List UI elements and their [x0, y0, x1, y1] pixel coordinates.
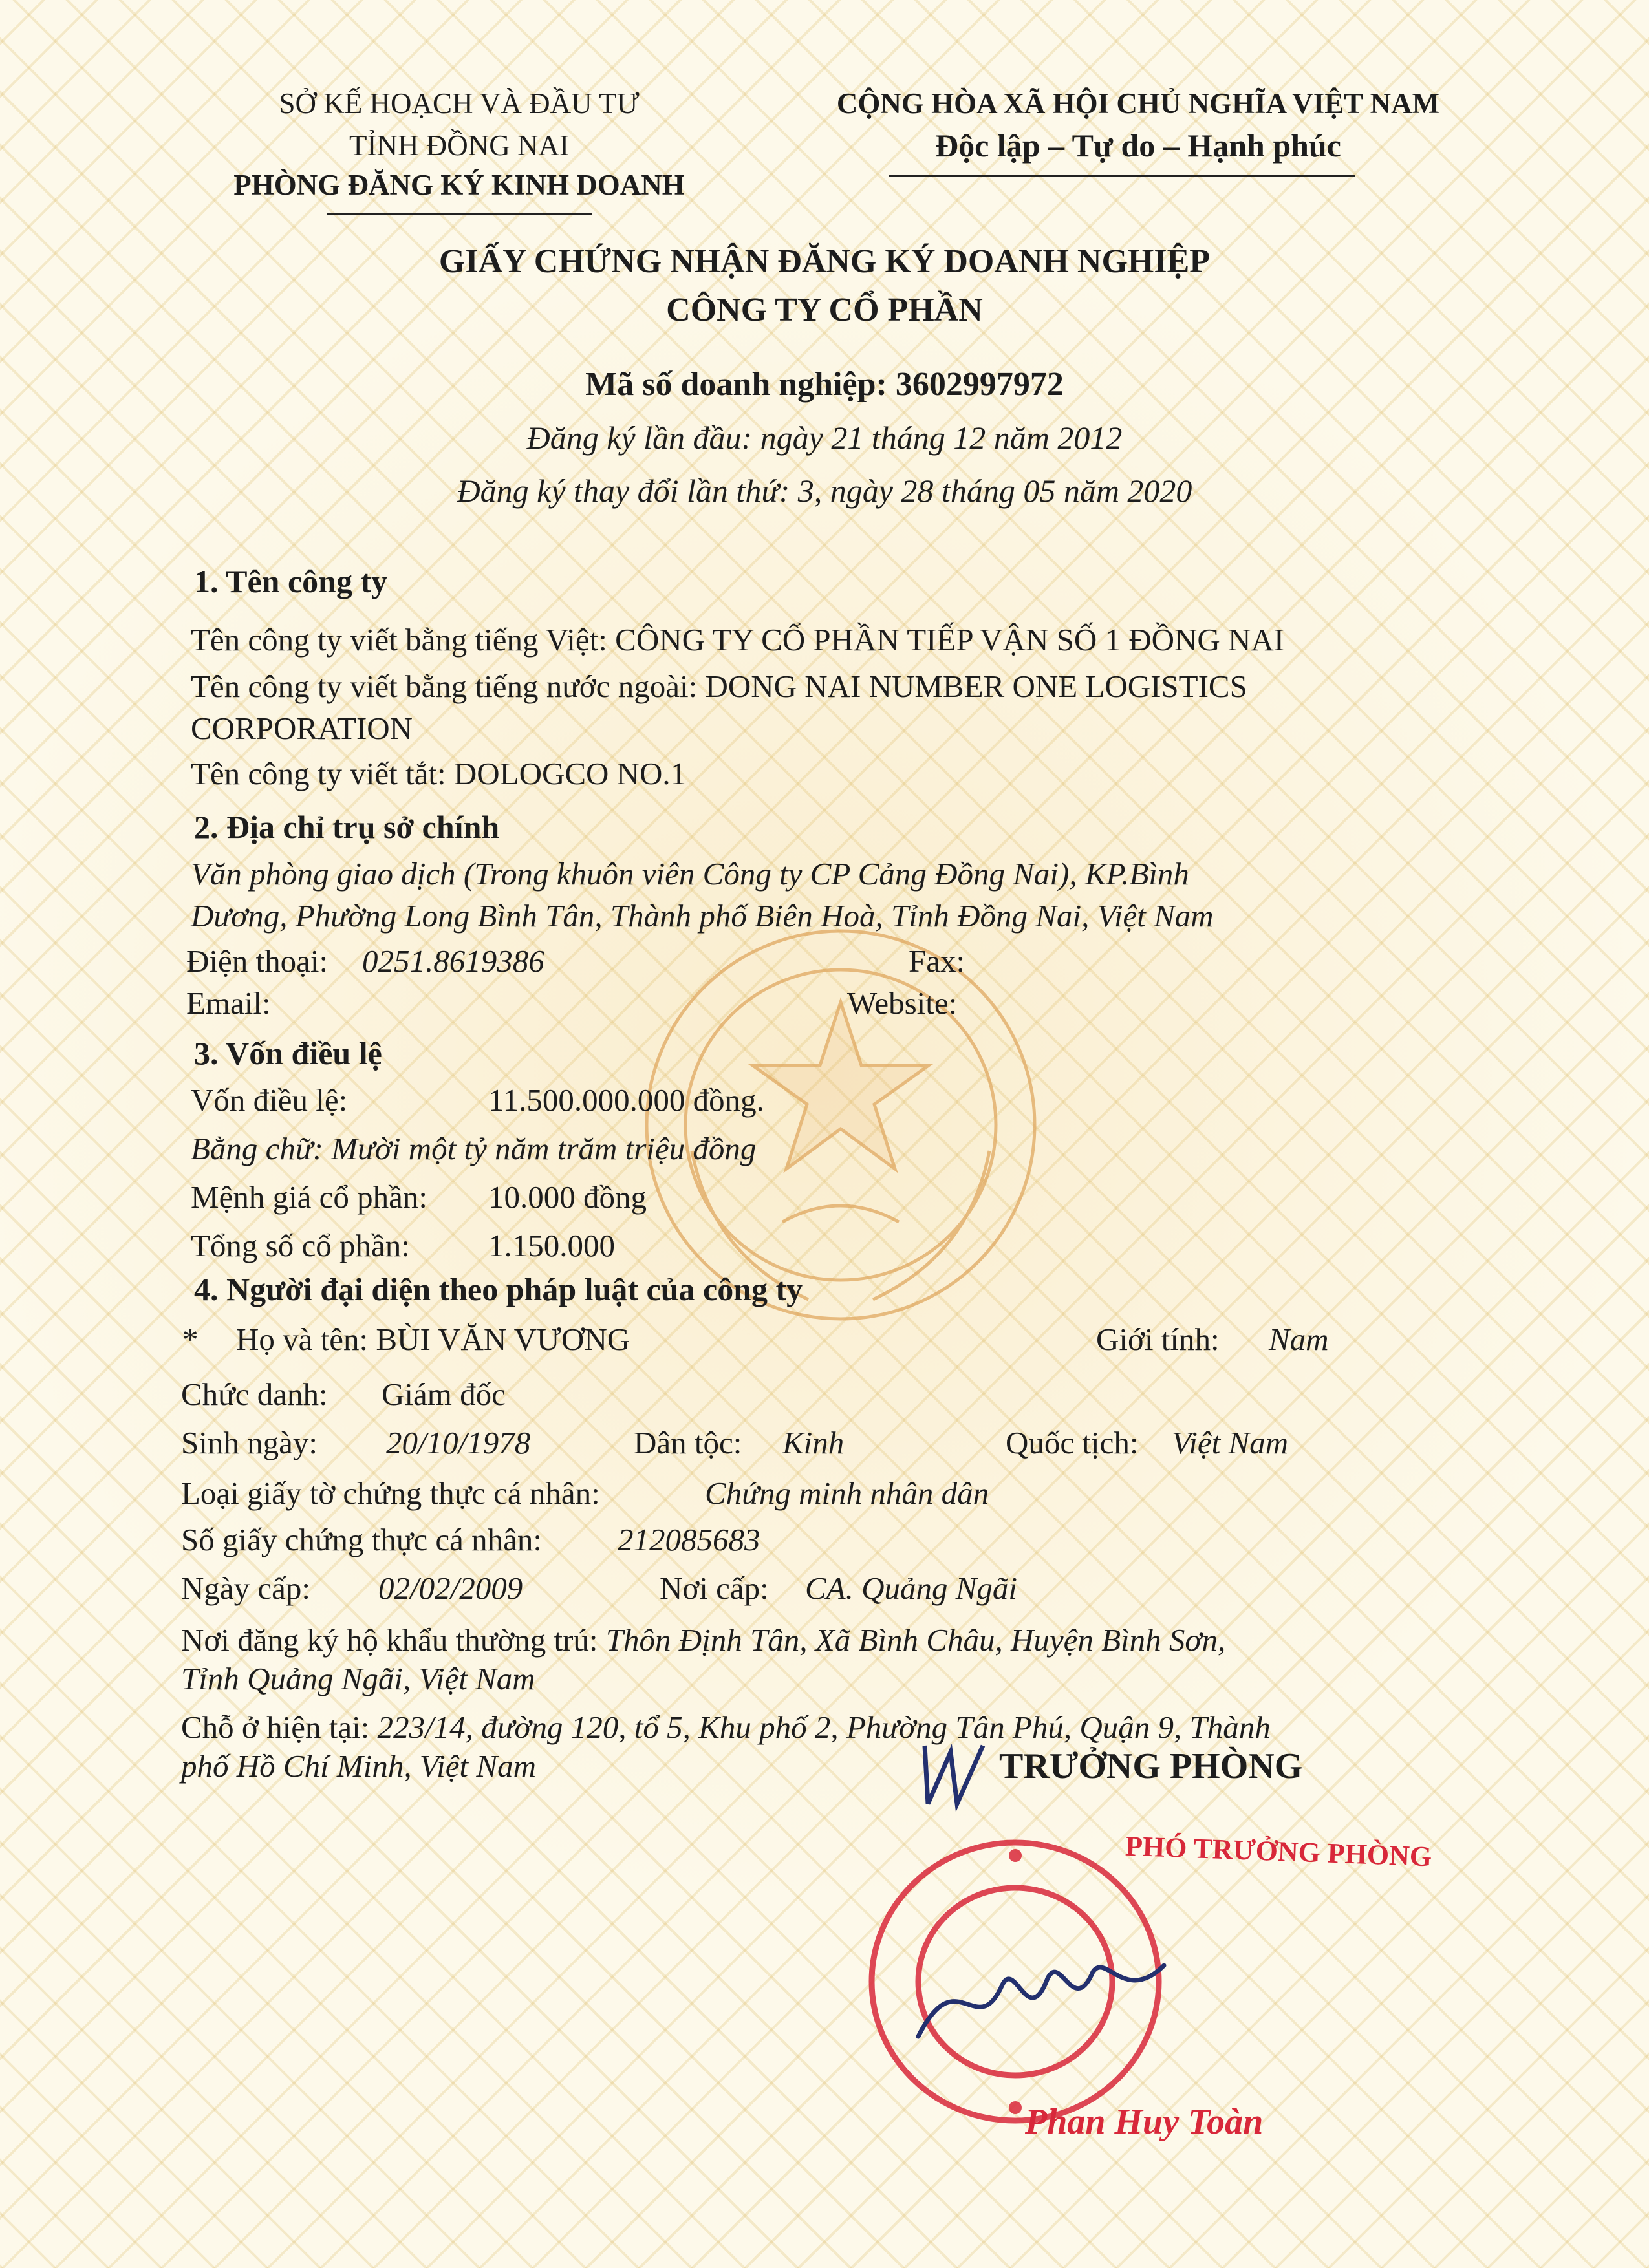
- email-label: Email:: [186, 985, 271, 1021]
- province-name: TỈNH ĐỒNG NAI: [349, 129, 569, 162]
- motto: Độc lập – Tự do – Hạnh phúc: [935, 127, 1341, 164]
- permanent-address-cont: Tỉnh Quảng Ngãi, Việt Nam: [181, 1661, 535, 1696]
- phone-value: 0251.8619386: [362, 943, 544, 979]
- nationality-value: Việt Nam: [1172, 1425, 1289, 1460]
- address-line-1: Văn phòng giao dịch (Trong khuôn viên Công ty CP Cảng Đồng Nai), KP.Bình: [191, 856, 1189, 892]
- company-name-vn-label: Tên công ty viết bằng tiếng Việt:: [191, 622, 607, 658]
- signatory-title: TRƯỞNG PHÒNG: [999, 1746, 1303, 1786]
- enterprise-code: [0, 365, 1649, 403]
- section-4-heading: 4. Người đại diện theo pháp luật của công ty: [194, 1271, 803, 1307]
- address-line-2: Dương, Phường Long Bình Tân, Thành phố Biên Hoà, Tỉnh Đồng Nai, Việt Nam: [191, 898, 1214, 934]
- rep-name: [236, 1319, 630, 1360]
- issue-date-value: 02/02/2009: [378, 1570, 523, 1606]
- id-number-label: Số giấy chứng thực cá nhân:: [181, 1522, 542, 1557]
- header-left-rule: [327, 213, 592, 215]
- enterprise-code-label: Mã số doanh nghiệp:: [585, 366, 887, 403]
- issue-place-label: Nơi cấp:: [660, 1570, 769, 1606]
- header-right-rule: [889, 175, 1355, 177]
- issue-date-label: Ngày cấp:: [181, 1570, 310, 1606]
- rep-name-label: Họ và tên:: [236, 1321, 369, 1357]
- par-value: 10.000 đồng: [488, 1179, 647, 1215]
- handwritten-signature: [905, 1933, 1177, 2062]
- deputy-title: PHÓ TRƯỞNG PHÒNG: [1125, 1830, 1432, 1873]
- section-2-heading: 2. Địa chỉ trụ sở chính: [194, 809, 500, 845]
- company-name-foreign-label: Tên công ty viết bằng tiếng nước ngoài:: [191, 669, 698, 704]
- enterprise-code-value: 3602997972: [895, 366, 1064, 403]
- company-type: CÔNG TY CỔ PHẦN: [666, 292, 983, 328]
- office-name: PHÒNG ĐĂNG KÝ KINH DOANH: [233, 169, 685, 201]
- website-label: Website:: [847, 985, 958, 1021]
- republic-name: CỘNG HÒA XÃ HỘI CHỦ NGHĨA VIỆT NAM: [836, 87, 1440, 120]
- id-type-label: Loại giấy tờ chứng thực cá nhân:: [181, 1475, 600, 1511]
- issue-place-value: CA. Quảng Ngãi: [805, 1570, 1018, 1606]
- current-address-label: Chỗ ở hiện tại:: [181, 1709, 370, 1745]
- certificate-title: GIẤY CHỨNG NHẬN ĐĂNG KÝ DOANH NGHIỆP: [438, 243, 1211, 280]
- permanent-address-value: Thôn Định Tân, Xã Bình Châu, Huyện Bình Sơn,: [605, 1622, 1226, 1658]
- current-address-cont: phố Hồ Chí Minh, Việt Nam: [181, 1748, 536, 1784]
- position-value: Giám đốc: [382, 1376, 506, 1412]
- initial-mark: [912, 1733, 996, 1817]
- rep-name-value: BÙI VĂN VƯƠNG: [376, 1321, 630, 1357]
- capital-value: 11.500.000.000 đồng.: [488, 1082, 764, 1118]
- capital-in-words-value: Mười một tỷ năm trăm triệu đồng: [331, 1131, 757, 1166]
- first-registration: Đăng ký lần đầu: ngày 21 tháng 12 năm 2012: [526, 420, 1123, 456]
- current-address-value: 223/14, đường 120, tổ 5, Khu phố 2, Phường Tân Phú, Quận 9, Thành: [377, 1709, 1271, 1745]
- company-name-vn-value: CÔNG TY CỔ PHẦN TIẾP VẬN SỐ 1 ĐỒNG NAI: [615, 622, 1285, 658]
- permanent-address-label: Nơi đăng ký hộ khẩu thường trú:: [181, 1622, 598, 1658]
- section-1-heading: 1. Tên công ty: [194, 563, 388, 599]
- current-address: [181, 1707, 1271, 1748]
- bullet: *: [182, 1321, 199, 1357]
- total-shares-label: Tổng số cổ phần:: [191, 1228, 410, 1263]
- dob-value: 20/10/1978: [386, 1425, 531, 1460]
- id-number-value: 212085683: [618, 1522, 760, 1557]
- total-shares-value: 1.150.000: [488, 1228, 615, 1263]
- permanent-address: [181, 1620, 1225, 1661]
- section-3-heading: 3. Vốn điều lệ: [194, 1035, 382, 1071]
- signatory-name: Phan Huy Toàn: [1025, 2102, 1264, 2142]
- dob-label: Sinh ngày:: [181, 1425, 318, 1460]
- capital-in-words: [191, 1128, 756, 1170]
- company-name-vn: [191, 619, 1284, 661]
- company-name-short-value: DOLOGCO NO.1: [453, 756, 687, 791]
- change-registration: Đăng ký thay đổi lần thứ: 3, ngày 28 tháng 05 năm 2020: [457, 473, 1192, 509]
- company-name-foreign-value: DONG NAI NUMBER ONE LOGISTICS: [705, 669, 1247, 704]
- gender-value: Nam: [1269, 1321, 1329, 1357]
- par-value-label: Mệnh giá cổ phần:: [191, 1179, 428, 1215]
- id-type-value: Chứng minh nhân dân: [705, 1475, 989, 1511]
- phone-label: Điện thoại:: [186, 943, 329, 979]
- gender-label: Giới tính:: [1096, 1321, 1220, 1357]
- fax-label: Fax:: [909, 943, 965, 979]
- agency-name: SỞ KẾ HOẠCH VÀ ĐẦU TƯ: [279, 87, 640, 120]
- company-name-short-label: Tên công ty viết tắt:: [191, 756, 446, 791]
- company-name-foreign-cont: CORPORATION: [191, 711, 413, 746]
- ethnic-label: Dân tộc:: [634, 1425, 742, 1460]
- company-name-foreign: [191, 666, 1247, 707]
- capital-label: Vốn điều lệ:: [191, 1082, 348, 1118]
- capital-in-words-label: Bằng chữ:: [191, 1131, 323, 1166]
- ethnic-value: Kinh: [782, 1425, 845, 1460]
- company-name-short: [191, 753, 686, 795]
- position-label: Chức danh:: [181, 1376, 328, 1412]
- nationality-label: Quốc tịch:: [1006, 1425, 1139, 1460]
- national-emblem-watermark: [621, 918, 1061, 1332]
